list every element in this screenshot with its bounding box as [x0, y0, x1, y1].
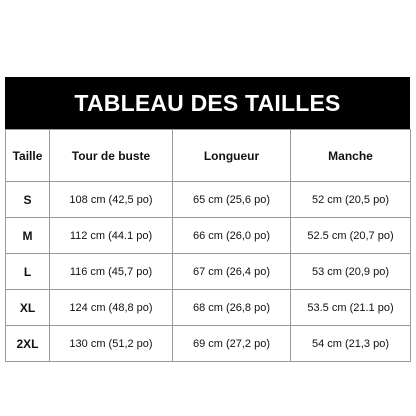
size-chart: [5, 77, 410, 351]
size-cell: M: [6, 218, 50, 254]
table-row: [6, 218, 411, 254]
size-cell: L: [6, 254, 50, 290]
size-cell: 2XL: [6, 326, 50, 362]
length-cell: 67 cm (26,4 po): [173, 254, 291, 290]
size-cell: S: [6, 182, 50, 218]
bust-cell: 130 cm (51,2 po): [50, 326, 173, 362]
header-size: Taille: [6, 130, 50, 182]
table-row: [6, 182, 411, 218]
table-row: [6, 326, 411, 362]
sleeve-cell: 53 cm (20,9 po): [291, 254, 411, 290]
table-row: [6, 254, 411, 290]
sleeve-cell: 52.5 cm (20,7 po): [291, 218, 411, 254]
length-cell: 65 cm (25,6 po): [173, 182, 291, 218]
bust-cell: 116 cm (45,7 po): [50, 254, 173, 290]
length-cell: 68 cm (26,8 po): [173, 290, 291, 326]
sleeve-cell: 53.5 cm (21.1 po): [291, 290, 411, 326]
header-sleeve: Manche: [291, 130, 411, 182]
bust-cell: 108 cm (42,5 po): [50, 182, 173, 218]
size-chart-title: TABLEAU DES TAILLES: [5, 77, 410, 129]
bust-cell: 124 cm (48,8 po): [50, 290, 173, 326]
table-row: [6, 290, 411, 326]
header-length: Longueur: [173, 130, 291, 182]
length-cell: 69 cm (27,2 po): [173, 326, 291, 362]
header-row: [6, 130, 411, 182]
size-table: [5, 129, 411, 362]
sleeve-cell: 52 cm (20,5 po): [291, 182, 411, 218]
size-cell: XL: [6, 290, 50, 326]
header-bust: Tour de buste: [50, 130, 173, 182]
bust-cell: 112 cm (44.1 po): [50, 218, 173, 254]
length-cell: 66 cm (26,0 po): [173, 218, 291, 254]
sleeve-cell: 54 cm (21,3 po): [291, 326, 411, 362]
